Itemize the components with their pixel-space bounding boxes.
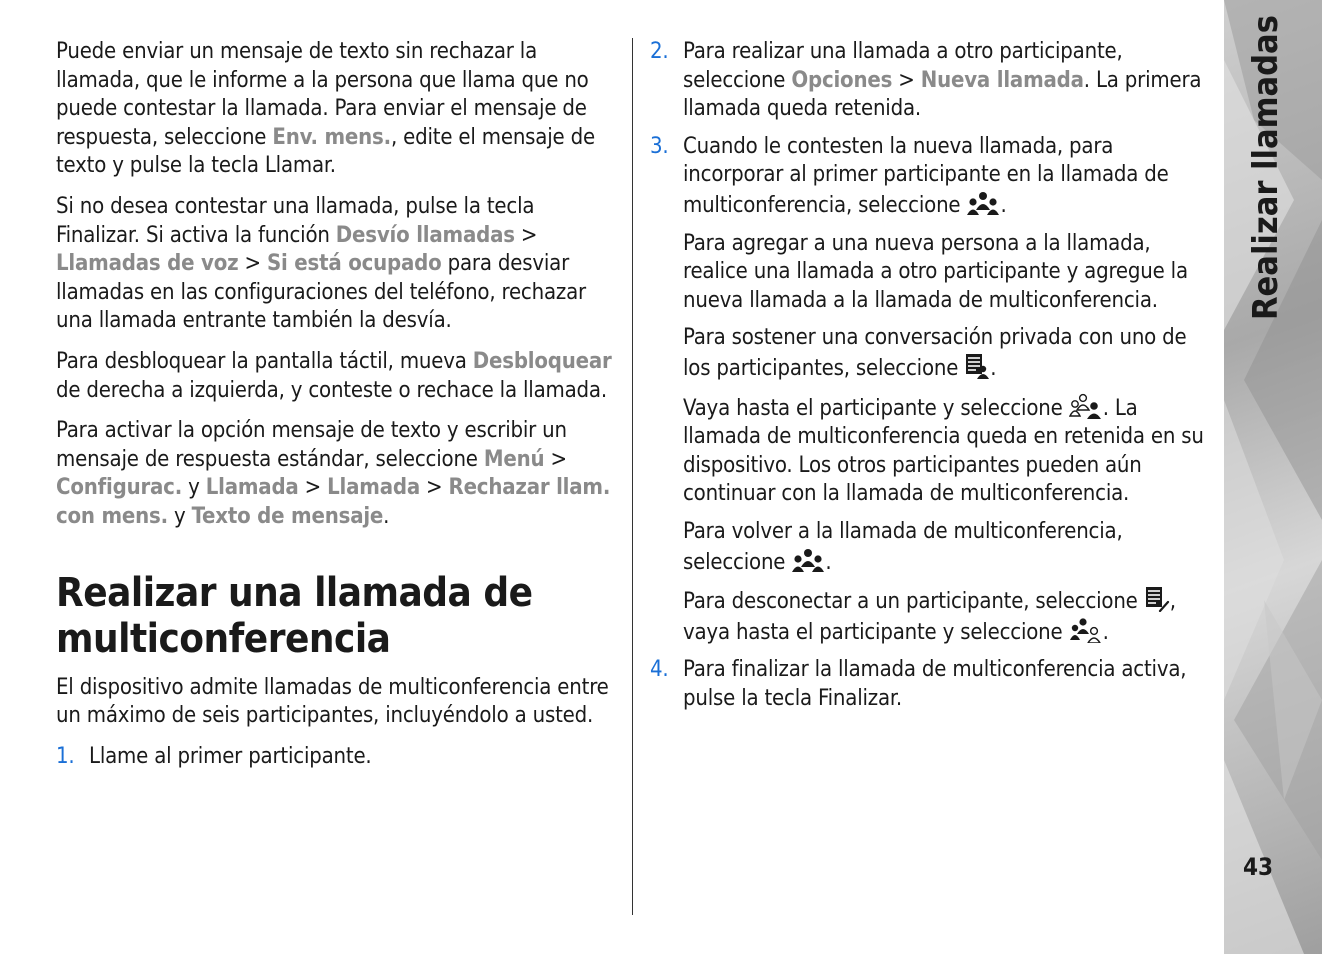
page-number: 43 <box>1243 853 1274 881</box>
paragraph-select-participant: Vaya hasta el participante y seleccione . La llamada de multiconferencia queda en retenida en su dispositivo. Los otros participantes pueden aún continuar con la llamada de multiconferencia. <box>683 393 1210 509</box>
step-number: 3. <box>650 133 669 159</box>
participant-list-icon <box>964 353 990 379</box>
menu-item-configurac: Configurac. <box>56 475 183 501</box>
paragraph-send-message: Puede enviar un mensaje de texto sin rechazar la llamada, que le informe a la persona que llama que no puede contestar la llamada. Para enviar el mensaje de respuesta, seleccione Env. mens., edite el mensaje de texto y pulse la tecla Llamar. <box>56 39 595 179</box>
step-number: 2. <box>650 39 669 64</box>
menu-item-si-esta-ocupado: Si está ocupado <box>266 251 442 277</box>
menu-item-rechazar-llam: Rechazar llam. con mens. <box>56 475 611 529</box>
step-1: 1. Llame al primer participante. <box>56 743 618 772</box>
menu-item-opciones: Opciones <box>791 67 893 93</box>
column-divider <box>632 38 633 915</box>
menu-item-texto-de-mensaje: Texto de mensaje <box>191 503 384 529</box>
menu-item-env-mens: Env. mens. <box>272 124 391 150</box>
menu-item-llamadas-de-voz: Llamadas de voz <box>56 251 239 277</box>
step-number: 4. <box>650 657 669 683</box>
right-column <box>650 38 1210 722</box>
section-heading: Realizar una llamada de multiconferencia <box>56 569 533 662</box>
step-3: 3. Cuando le contesten la nueva llamada, para incorporar al primer participante en la llamada de multiconferencia, seleccione . <box>650 133 1169 218</box>
conference-icon <box>791 547 825 573</box>
paragraph-disconnect-participant: Para desconectar a un participante, seleccione , vaya hasta el participante y seleccione . <box>683 586 1210 647</box>
step-2: 2. Para realizar una llamada a otro participante, seleccione Opciones > Nueva llamada. La primera llamada queda retenida. <box>650 39 1202 122</box>
menu-item-llamada-2: Llamada <box>327 475 420 501</box>
menu-item-nueva-llamada: Nueva llamada <box>920 67 1084 93</box>
conference-icon <box>966 190 1000 216</box>
menu-item-desvio-llamadas: Desvío llamadas <box>335 222 515 248</box>
menu-item-menu: Menú <box>483 446 545 472</box>
chapter-title: Realizar llamadas <box>1246 15 1286 320</box>
private-call-icon <box>1069 393 1103 419</box>
step-4: 4. Para finalizar la llamada de multiconferencia activa, pulse la tecla Finalizar. <box>650 657 1187 711</box>
menu-item-llamada: Llamada <box>205 475 299 501</box>
participant-list-icon <box>1144 586 1170 612</box>
paragraph-private-conversation: Para sostener una conversación privada con uno de los participantes, seleccione . <box>683 325 1187 381</box>
menu-item-desbloquear: Desbloquear <box>472 348 612 374</box>
left-column <box>56 38 618 780</box>
paragraph-unlock-screen: Para desbloquear la pantalla táctil, mueva Desbloquear de derecha a izquierda, y conteste o rechace la llamada. <box>56 348 612 403</box>
step-number: 1. <box>56 743 75 769</box>
paragraph-text-reply: Para activar la opción mensaje de texto y escribir un mensaje de respuesta estándar, seleccione Menú > Configurac. y Llamada > Llamada > Rechazar llam. con mens. y Texto de mensaje. <box>56 418 611 529</box>
drop-participant-icon <box>1069 617 1103 643</box>
paragraph-conference-intro: El dispositivo admite llamadas de multiconferencia entre un máximo de seis participantes, incluyéndolo a usted. <box>56 674 609 729</box>
paragraph-return-conference: Para volver a la llamada de multiconferencia, seleccione . <box>683 518 1123 575</box>
paragraph-add-person: Para agregar a una nueva persona a la llamada, realice una llamada a otro participante y agregue la nueva llamada a la llamada de multiconferencia. <box>683 230 1188 313</box>
paragraph-decline-call: Si no desea contestar una llamada, pulse la tecla Finalizar. Si activa la función Desvío llamadas > Llamadas de voz > Si está ocupado para desviar llamadas en las configuraciones del teléfono, rechazar una llamada entrante también la desvía. <box>56 193 586 334</box>
